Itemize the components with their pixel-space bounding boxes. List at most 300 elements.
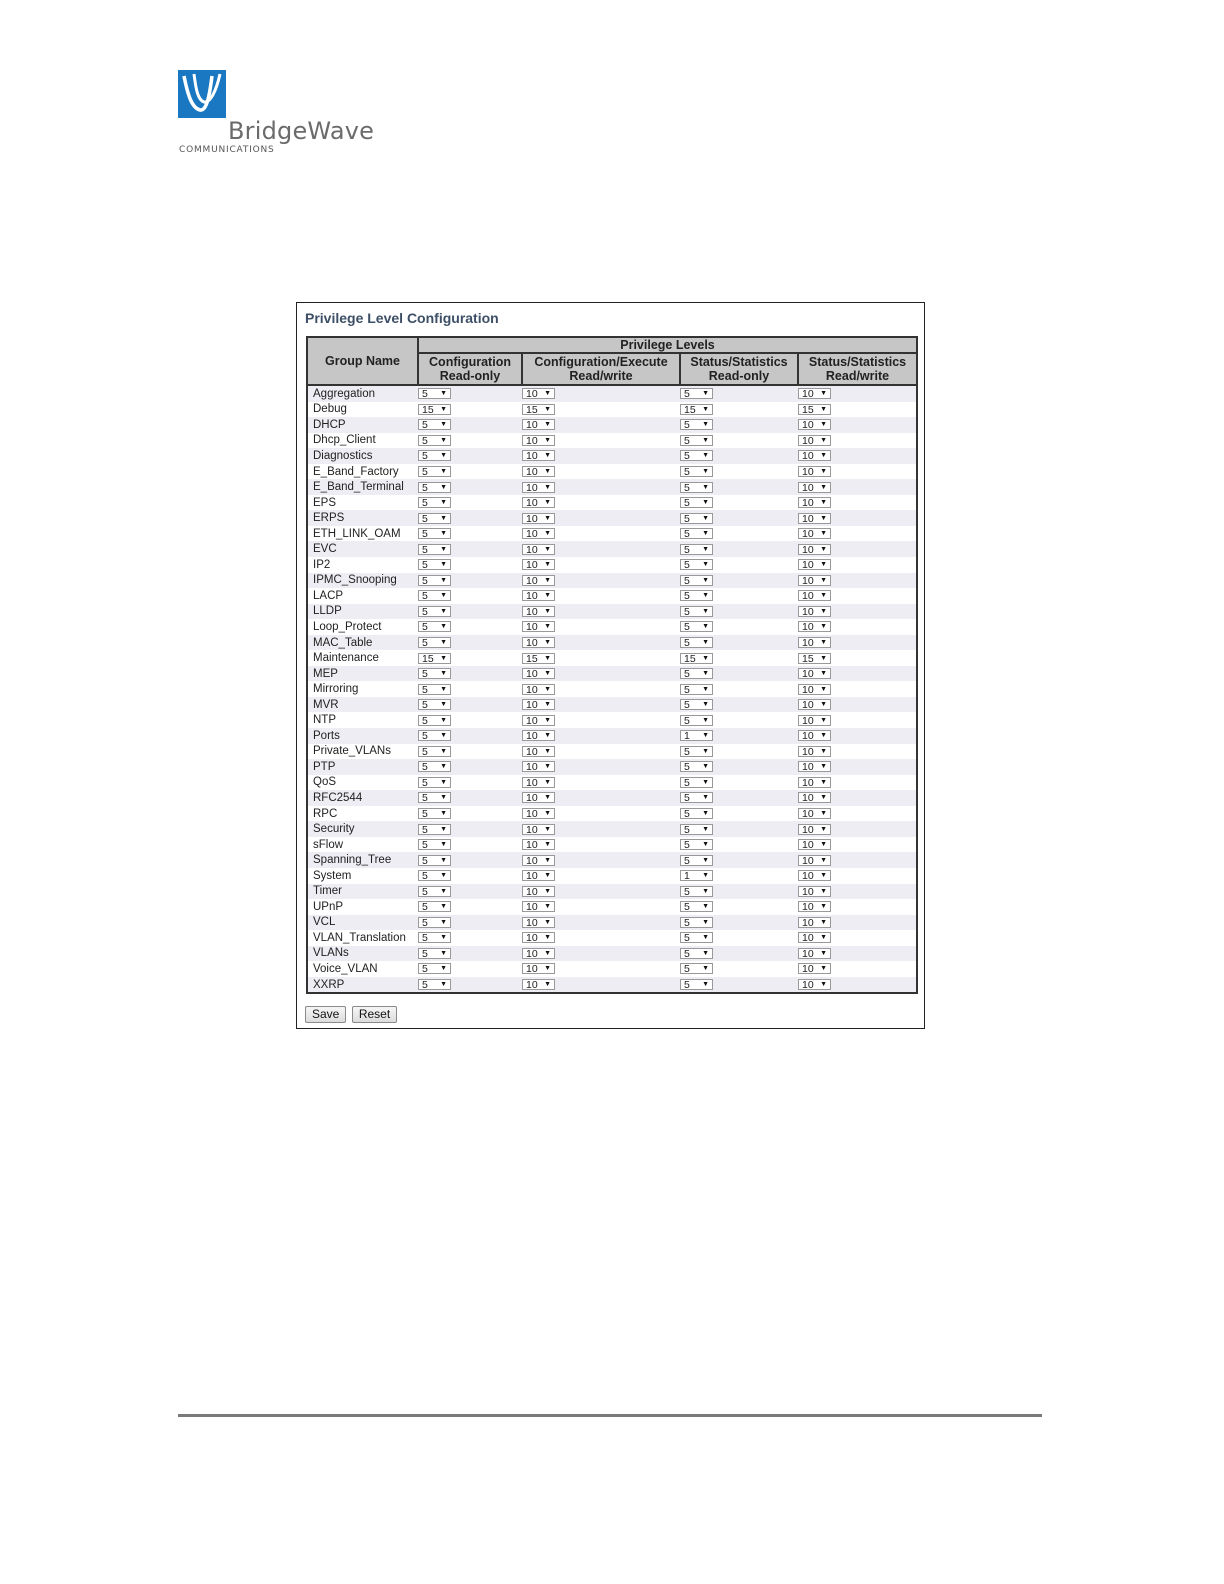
privilege-level-select[interactable] <box>680 901 713 912</box>
level-cell-config-ro <box>418 635 522 651</box>
level-cell-config-ro <box>418 681 522 697</box>
privilege-level-select[interactable] <box>418 621 451 632</box>
select-value: 10 <box>526 699 538 712</box>
level-cell-status-rw <box>798 479 917 495</box>
select-value: 10 <box>526 668 538 681</box>
privilege-level-select[interactable] <box>798 963 831 974</box>
dropdown-arrow-icon: ▼ <box>702 405 709 413</box>
dropdown-arrow-icon: ▼ <box>702 421 709 429</box>
privilege-level-select[interactable] <box>522 435 555 446</box>
level-cell-config-rw <box>522 961 680 977</box>
table-row <box>307 915 917 931</box>
dropdown-arrow-icon: ▼ <box>440 654 447 662</box>
dropdown-arrow-icon: ▼ <box>440 530 447 538</box>
dropdown-arrow-icon: ▼ <box>544 981 551 989</box>
privilege-level-select[interactable] <box>418 699 451 710</box>
level-cell-status-rw <box>798 681 917 697</box>
select-value: 10 <box>526 792 538 805</box>
privilege-level-select[interactable] <box>418 870 451 881</box>
privilege-level-select[interactable] <box>418 513 451 524</box>
select-value: 10 <box>526 839 538 852</box>
level-cell-status-ro <box>680 899 798 915</box>
privilege-level-select[interactable] <box>522 730 555 741</box>
bridgewave-logo <box>178 70 378 160</box>
privilege-level-select[interactable] <box>680 870 713 881</box>
privilege-level-select[interactable] <box>522 917 555 928</box>
dropdown-arrow-icon: ▼ <box>702 732 709 740</box>
select-value: 5 <box>684 497 690 510</box>
privilege-level-select[interactable] <box>522 932 555 943</box>
privilege-level-select[interactable] <box>798 792 831 803</box>
privilege-level-select[interactable] <box>680 792 713 803</box>
level-cell-config-ro <box>418 619 522 635</box>
privilege-level-select[interactable] <box>680 777 713 788</box>
privilege-level-select[interactable] <box>680 684 713 695</box>
privilege-level-select[interactable] <box>798 419 831 430</box>
dropdown-arrow-icon: ▼ <box>820 467 827 475</box>
select-value: 10 <box>802 730 814 743</box>
privilege-level-select[interactable] <box>798 824 831 835</box>
group-name-cell: IP2 <box>307 557 418 573</box>
privilege-level-select[interactable] <box>418 668 451 679</box>
privilege-level-select[interactable] <box>798 839 831 850</box>
privilege-level-select[interactable] <box>522 528 555 539</box>
level-cell-status-rw <box>798 650 917 666</box>
privilege-level-select[interactable] <box>522 839 555 850</box>
privilege-level-select[interactable] <box>522 606 555 617</box>
privilege-level-select[interactable] <box>522 590 555 601</box>
privilege-level-select[interactable] <box>418 746 451 757</box>
privilege-level-select[interactable] <box>680 948 713 959</box>
privilege-level-select[interactable] <box>680 824 713 835</box>
privilege-level-select[interactable] <box>418 730 451 741</box>
level-cell-status-ro <box>680 385 798 402</box>
level-cell-status-rw <box>798 619 917 635</box>
dropdown-arrow-icon: ▼ <box>440 810 447 817</box>
level-cell-status-ro <box>680 946 798 962</box>
privilege-level-select[interactable] <box>798 715 831 726</box>
level-cell-config-ro <box>418 930 522 946</box>
privilege-level-select[interactable] <box>798 746 831 757</box>
dropdown-arrow-icon: ▼ <box>702 623 709 631</box>
privilege-level-select[interactable] <box>798 435 831 446</box>
level-cell-status-rw <box>798 977 917 994</box>
dropdown-arrow-icon: ▼ <box>702 918 709 926</box>
select-value: 10 <box>802 590 814 603</box>
dropdown-arrow-icon: ▼ <box>820 421 827 429</box>
privilege-level-select[interactable] <box>680 404 713 415</box>
table-row <box>307 573 917 589</box>
reset-button[interactable]: Reset <box>352 1006 397 1023</box>
select-value: 10 <box>802 621 814 634</box>
privilege-level-select[interactable] <box>680 606 713 617</box>
dropdown-arrow-icon: ▼ <box>544 856 551 864</box>
select-value: 5 <box>422 683 428 696</box>
privilege-level-select[interactable] <box>522 792 555 803</box>
select-value: 1 <box>684 730 690 743</box>
privilege-level-select[interactable] <box>418 590 451 601</box>
privilege-level-select[interactable] <box>522 653 555 664</box>
select-value: 5 <box>684 854 690 867</box>
dropdown-arrow-icon: ▼ <box>544 685 551 693</box>
privilege-level-select[interactable] <box>522 450 555 461</box>
privilege-level-select[interactable] <box>418 575 451 586</box>
privilege-level-select[interactable] <box>418 466 451 477</box>
privilege-level-select[interactable] <box>798 699 831 710</box>
privilege-level-select[interactable] <box>522 979 555 990</box>
dropdown-arrow-icon: ▼ <box>702 545 709 553</box>
privilege-level-select[interactable] <box>522 901 555 912</box>
level-cell-config-ro <box>418 899 522 915</box>
table-row <box>307 946 917 962</box>
privilege-level-select[interactable] <box>522 497 555 508</box>
dropdown-arrow-icon: ▼ <box>544 499 551 507</box>
table-row <box>307 728 917 744</box>
dropdown-arrow-icon: ▼ <box>820 607 827 615</box>
select-value: 10 <box>802 683 814 696</box>
select-value: 5 <box>422 932 428 945</box>
brand-name: BridgeWave <box>228 117 375 145</box>
level-cell-status-rw <box>798 510 917 526</box>
privilege-level-select[interactable] <box>798 544 831 555</box>
privilege-level-select[interactable] <box>418 404 451 415</box>
privilege-level-select[interactable] <box>680 590 713 601</box>
privilege-level-select[interactable] <box>522 404 555 415</box>
select-value: 10 <box>802 885 814 898</box>
privilege-level-select[interactable] <box>680 513 713 524</box>
select-value: 5 <box>422 823 428 836</box>
level-cell-config-ro <box>418 495 522 511</box>
level-cell-config-rw <box>522 868 680 884</box>
group-name-cell: MEP <box>307 666 418 682</box>
privilege-level-select[interactable] <box>522 824 555 835</box>
privilege-level-select[interactable] <box>680 637 713 648</box>
privilege-level-select[interactable] <box>418 948 451 959</box>
privilege-level-select[interactable] <box>418 388 451 399</box>
privilege-level-select[interactable] <box>522 699 555 710</box>
privilege-level-select[interactable] <box>798 730 831 741</box>
privilege-level-select[interactable] <box>418 606 451 617</box>
select-value: 10 <box>802 543 814 556</box>
privilege-level-select[interactable] <box>418 761 451 772</box>
select-value: 10 <box>526 512 538 525</box>
privilege-level-select[interactable] <box>522 466 555 477</box>
dropdown-arrow-icon: ▼ <box>820 545 827 553</box>
privilege-level-select[interactable] <box>680 963 713 974</box>
privilege-level-select[interactable] <box>522 482 555 493</box>
group-name-cell: RPC <box>307 806 418 822</box>
privilege-level-select[interactable] <box>522 544 555 555</box>
level-cell-config-rw <box>522 899 680 915</box>
privilege-level-select[interactable] <box>680 559 713 570</box>
privilege-level-select[interactable] <box>798 637 831 648</box>
level-cell-config-rw <box>522 821 680 837</box>
privilege-level-select[interactable] <box>418 653 451 664</box>
privilege-level-select[interactable] <box>418 979 451 990</box>
privilege-level-select[interactable] <box>680 839 713 850</box>
group-name-cell: Timer <box>307 884 418 900</box>
privilege-level-select[interactable] <box>680 917 713 928</box>
privilege-level-select[interactable] <box>522 715 555 726</box>
privilege-level-select[interactable] <box>680 855 713 866</box>
privilege-level-select[interactable] <box>418 715 451 726</box>
select-value: 5 <box>684 636 690 649</box>
privilege-level-select[interactable] <box>522 559 555 570</box>
table-row <box>307 588 917 604</box>
privilege-level-select[interactable] <box>680 746 713 757</box>
privilege-level-select[interactable] <box>680 575 713 586</box>
level-cell-status-rw <box>798 417 917 433</box>
dropdown-arrow-icon: ▼ <box>702 981 709 989</box>
privilege-level-select[interactable] <box>522 963 555 974</box>
select-value: 5 <box>422 388 428 401</box>
privilege-level-select[interactable] <box>522 746 555 757</box>
level-cell-config-rw <box>522 946 680 962</box>
privilege-level-select[interactable] <box>522 948 555 959</box>
privilege-level-select[interactable] <box>418 419 451 430</box>
privilege-level-select[interactable] <box>680 528 713 539</box>
select-value: 5 <box>684 745 690 758</box>
privilege-level-select[interactable] <box>680 653 713 664</box>
privilege-level-select[interactable] <box>680 435 713 446</box>
dropdown-arrow-icon: ▼ <box>440 778 447 786</box>
privilege-level-select[interactable] <box>680 932 713 943</box>
select-value: 10 <box>526 605 538 618</box>
select-value: 5 <box>684 388 690 401</box>
privilege-level-select[interactable] <box>798 621 831 632</box>
privilege-level-select[interactable] <box>798 450 831 461</box>
privilege-level-select[interactable] <box>418 886 451 897</box>
dropdown-arrow-icon: ▼ <box>820 499 827 507</box>
table-row <box>307 712 917 728</box>
privilege-level-select[interactable] <box>418 559 451 570</box>
privilege-level-select[interactable] <box>798 559 831 570</box>
privilege-level-select[interactable] <box>418 482 451 493</box>
privilege-level-select[interactable] <box>798 979 831 990</box>
privilege-level-select[interactable] <box>798 466 831 477</box>
privilege-level-select[interactable] <box>680 668 713 679</box>
privilege-level-select[interactable] <box>680 699 713 710</box>
privilege-level-select[interactable] <box>418 839 451 850</box>
privilege-level-select[interactable] <box>522 684 555 695</box>
privilege-level-select[interactable] <box>418 497 451 508</box>
dropdown-arrow-icon: ▼ <box>544 467 551 475</box>
select-value: 5 <box>684 699 690 712</box>
privilege-level-select[interactable] <box>522 513 555 524</box>
table-row <box>307 899 917 915</box>
privilege-level-select[interactable] <box>680 761 713 772</box>
privilege-level-select[interactable] <box>680 621 713 632</box>
dropdown-arrow-icon: ▼ <box>820 530 827 538</box>
dropdown-arrow-icon: ▼ <box>440 576 447 584</box>
save-button[interactable]: Save <box>305 1006 346 1023</box>
privilege-level-select[interactable] <box>418 792 451 803</box>
group-name-cell: Debug <box>307 402 418 418</box>
privilege-level-select[interactable] <box>680 419 713 430</box>
privilege-level-select[interactable] <box>522 575 555 586</box>
level-cell-config-rw <box>522 666 680 682</box>
dropdown-arrow-icon: ▼ <box>544 436 551 444</box>
privilege-level-select[interactable] <box>418 777 451 788</box>
privilege-level-select[interactable] <box>680 466 713 477</box>
select-value: 5 <box>422 776 428 789</box>
level-cell-config-rw <box>522 728 680 744</box>
privilege-level-select[interactable] <box>418 917 451 928</box>
privilege-level-select[interactable] <box>680 497 713 508</box>
group-name-cell: Private_VLANs <box>307 744 418 760</box>
dropdown-arrow-icon: ▼ <box>440 747 447 755</box>
dropdown-arrow-icon: ▼ <box>544 747 551 755</box>
privilege-level-select[interactable] <box>798 808 831 819</box>
select-value: 10 <box>526 947 538 960</box>
dropdown-arrow-icon: ▼ <box>702 747 709 755</box>
privilege-level-select[interactable] <box>798 404 831 415</box>
privilege-level-select[interactable] <box>418 963 451 974</box>
level-cell-status-rw <box>798 495 917 511</box>
privilege-level-select[interactable] <box>418 808 451 819</box>
privilege-level-select[interactable] <box>680 450 713 461</box>
privilege-level-select[interactable] <box>798 606 831 617</box>
select-value: 10 <box>802 808 814 820</box>
privilege-level-select[interactable] <box>522 761 555 772</box>
privilege-level-select[interactable] <box>798 870 831 881</box>
privilege-level-select[interactable] <box>798 917 831 928</box>
privilege-level-select[interactable] <box>522 668 555 679</box>
privilege-level-select[interactable] <box>418 901 451 912</box>
select-value: 5 <box>684 481 690 494</box>
dropdown-arrow-icon: ▼ <box>702 561 709 569</box>
privilege-level-select[interactable] <box>680 482 713 493</box>
privilege-level-select[interactable] <box>522 637 555 648</box>
privilege-level-select[interactable] <box>418 637 451 648</box>
privilege-level-select[interactable] <box>798 497 831 508</box>
dropdown-arrow-icon: ▼ <box>440 918 447 926</box>
privilege-level-select[interactable] <box>798 855 831 866</box>
privilege-level-select[interactable] <box>680 886 713 897</box>
level-cell-status-rw <box>798 868 917 884</box>
table-row <box>307 604 917 620</box>
privilege-level-select[interactable] <box>798 513 831 524</box>
table-row <box>307 526 917 542</box>
table-row <box>307 961 917 977</box>
level-cell-config-ro <box>418 604 522 620</box>
privilege-level-select[interactable] <box>522 886 555 897</box>
dropdown-arrow-icon: ▼ <box>440 732 447 740</box>
privilege-level-select[interactable] <box>418 932 451 943</box>
level-cell-config-ro <box>418 448 522 464</box>
dropdown-arrow-icon: ▼ <box>440 903 447 911</box>
privilege-level-select[interactable] <box>522 388 555 399</box>
level-cell-config-ro <box>418 402 522 418</box>
privilege-level-select[interactable] <box>418 855 451 866</box>
level-cell-status-ro <box>680 697 798 713</box>
privilege-level-select[interactable] <box>418 544 451 555</box>
level-cell-status-rw <box>798 946 917 962</box>
level-cell-status-ro <box>680 402 798 418</box>
privilege-level-select[interactable] <box>798 777 831 788</box>
privilege-level-select[interactable] <box>680 715 713 726</box>
privilege-level-select[interactable] <box>798 684 831 695</box>
privilege-level-select[interactable] <box>680 544 713 555</box>
privilege-level-select[interactable] <box>798 761 831 772</box>
dropdown-arrow-icon: ▼ <box>820 732 827 740</box>
level-cell-config-rw <box>522 433 680 449</box>
select-value: 5 <box>422 636 428 649</box>
dropdown-arrow-icon: ▼ <box>702 514 709 522</box>
privilege-level-select[interactable] <box>522 855 555 866</box>
privilege-level-select[interactable] <box>798 482 831 493</box>
privilege-level-select[interactable] <box>418 450 451 461</box>
group-name-cell: LACP <box>307 588 418 604</box>
select-value: 5 <box>684 621 690 634</box>
select-value: 10 <box>526 543 538 556</box>
dropdown-arrow-icon: ▼ <box>820 483 827 491</box>
privilege-level-select[interactable] <box>522 870 555 881</box>
level-cell-status-rw <box>798 588 917 604</box>
select-value: 5 <box>422 979 428 992</box>
privilege-level-select[interactable] <box>418 435 451 446</box>
privilege-level-select[interactable] <box>798 932 831 943</box>
level-cell-config-rw <box>522 573 680 589</box>
dropdown-arrow-icon: ▼ <box>820 654 827 662</box>
dropdown-arrow-icon: ▼ <box>544 887 551 895</box>
level-cell-config-ro <box>418 510 522 526</box>
privilege-level-select[interactable] <box>798 948 831 959</box>
dropdown-arrow-icon: ▼ <box>544 670 551 678</box>
level-cell-status-rw <box>798 852 917 868</box>
privilege-level-select[interactable] <box>522 419 555 430</box>
dropdown-arrow-icon: ▼ <box>544 965 551 973</box>
privilege-level-select[interactable] <box>522 777 555 788</box>
privilege-level-select[interactable] <box>418 684 451 695</box>
privilege-level-select[interactable] <box>798 590 831 601</box>
privilege-level-select[interactable] <box>798 575 831 586</box>
dropdown-arrow-icon: ▼ <box>440 405 447 413</box>
privilege-level-select[interactable] <box>418 824 451 835</box>
select-value: 10 <box>802 776 814 789</box>
privilege-level-select[interactable] <box>798 901 831 912</box>
select-value: 10 <box>802 559 814 572</box>
privilege-level-select[interactable] <box>798 528 831 539</box>
privilege-level-select[interactable] <box>680 808 713 819</box>
privilege-level-select[interactable] <box>418 528 451 539</box>
dropdown-arrow-icon: ▼ <box>544 638 551 646</box>
level-cell-config-rw <box>522 650 680 666</box>
level-cell-config-ro <box>418 806 522 822</box>
select-value: 5 <box>684 714 690 727</box>
table-row <box>307 744 917 760</box>
select-value: 10 <box>526 730 538 743</box>
dropdown-arrow-icon: ▼ <box>440 483 447 491</box>
privilege-level-select[interactable] <box>522 621 555 632</box>
privilege-level-select[interactable] <box>798 388 831 399</box>
level-cell-config-rw <box>522 541 680 557</box>
privilege-level-select[interactable] <box>680 730 713 741</box>
privilege-level-select[interactable] <box>798 668 831 679</box>
dropdown-arrow-icon: ▼ <box>440 965 447 973</box>
privilege-level-select[interactable] <box>680 979 713 990</box>
privilege-level-select[interactable] <box>798 886 831 897</box>
privilege-level-select[interactable] <box>798 653 831 664</box>
table-row <box>307 650 917 666</box>
privilege-level-select[interactable] <box>680 388 713 399</box>
level-cell-config-rw <box>522 604 680 620</box>
level-cell-status-ro <box>680 681 798 697</box>
dropdown-arrow-icon: ▼ <box>440 887 447 895</box>
dropdown-arrow-icon: ▼ <box>544 763 551 771</box>
privilege-level-select[interactable] <box>522 808 555 819</box>
select-value: 5 <box>684 419 690 432</box>
